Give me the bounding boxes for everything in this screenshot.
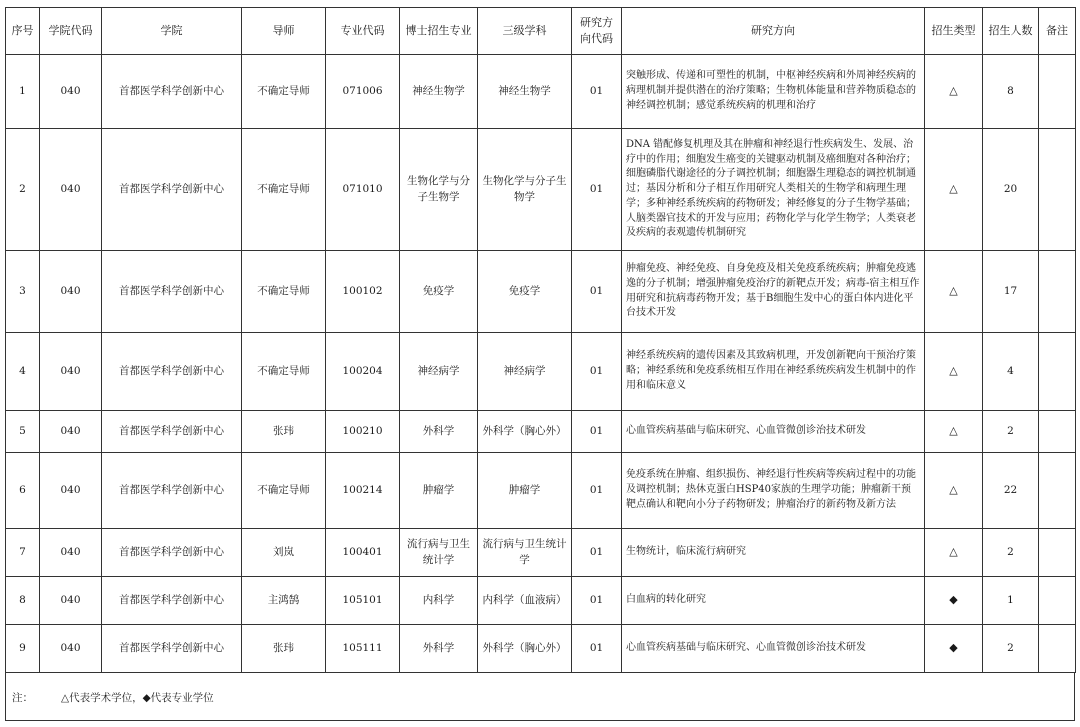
- cell-direction: 突触形成、传递和可塑性的机制，中枢神经疾病和外周神经疾病的病理机制并提供潜在的治疗策略；生物机体能量和营养物质稳态的神经调控机制；感觉系统疾病的机理和治疗: [622, 55, 925, 129]
- cell-college-code: 040: [40, 577, 102, 625]
- table-row: [6, 333, 1076, 411]
- cell-doctoral-major: 生物化学与分子生物学: [400, 129, 478, 251]
- header-direction: 研究方向: [622, 8, 925, 55]
- cell-college: 首都医学科学创新中心: [102, 453, 242, 529]
- header-direction-code: 研究方向代码: [572, 8, 622, 55]
- cell-subdiscipline: 免疫学: [478, 251, 572, 333]
- footnote-text: △代表学术学位，◆代表专业学位: [61, 692, 214, 704]
- table-row: [6, 529, 1076, 577]
- cell-doctoral-major: 肿瘤学: [400, 453, 478, 529]
- cell-advisor: 不确定导师: [242, 129, 326, 251]
- cell-seq: 7: [6, 529, 40, 577]
- table-row: [6, 251, 1076, 333]
- cell-subdiscipline: 肿瘤学: [478, 453, 572, 529]
- cell-direction: DNA 错配修复机理及其在肿瘤和神经退行性疾病发生、发展、治疗中的作用；细胞发生癌变的关键驱动机制及癌细胞对各种治疗；细胞磷脂代谢途径的分子调控机制；细胞器生理稳态的调控机制通过；基因分析和分子相互作用研究人类相关的生物学和病理生理学；多种神经系统疾病的药物研发；神经修复的分子生物学基础；人脑类器官技术的开发与应用；药物化学与化学生物学；人类衰老及疾病的表观遗传机制研究: [622, 129, 925, 251]
- cell-doctoral-major: 外科学: [400, 411, 478, 453]
- cell-subdiscipline: 神经生物学: [478, 55, 572, 129]
- cell-quota: 20: [983, 129, 1039, 251]
- header-advisor: 导师: [242, 8, 326, 55]
- cell-admission-type: △: [925, 453, 983, 529]
- cell-college-code: 040: [40, 55, 102, 129]
- cell-direction-code: 01: [572, 333, 622, 411]
- cell-remarks: [1039, 333, 1076, 411]
- header-major-code: 专业代码: [326, 8, 400, 55]
- cell-advisor: 不确定导师: [242, 453, 326, 529]
- cell-remarks: [1039, 129, 1076, 251]
- cell-doctoral-major: 内科学: [400, 577, 478, 625]
- cell-major-code: 100210: [326, 411, 400, 453]
- table-row: [6, 577, 1076, 625]
- cell-college-code: 040: [40, 453, 102, 529]
- cell-major-code: 100214: [326, 453, 400, 529]
- cell-direction-code: 01: [572, 625, 622, 673]
- cell-advisor: 张玮: [242, 625, 326, 673]
- cell-remarks: [1039, 577, 1076, 625]
- table-row: [6, 129, 1076, 251]
- cell-admission-type: ◆: [925, 625, 983, 673]
- cell-admission-type: △: [925, 55, 983, 129]
- cell-seq: 1: [6, 55, 40, 129]
- footnote-label: 注：: [12, 692, 33, 704]
- cell-college-code: 040: [40, 411, 102, 453]
- cell-major-code: 071010: [326, 129, 400, 251]
- footnote: [5, 673, 1075, 721]
- cell-doctoral-major: 神经病学: [400, 333, 478, 411]
- cell-direction: 白血病的转化研究: [622, 577, 925, 625]
- cell-subdiscipline: 内科学（血液病）: [478, 577, 572, 625]
- cell-college: 首都医学科学创新中心: [102, 411, 242, 453]
- header-college-code: 学院代码: [40, 8, 102, 55]
- cell-college: 首都医学科学创新中心: [102, 529, 242, 577]
- cell-major-code: 105101: [326, 577, 400, 625]
- cell-doctoral-major: 神经生物学: [400, 55, 478, 129]
- cell-admission-type: △: [925, 529, 983, 577]
- cell-advisor: 不确定导师: [242, 333, 326, 411]
- cell-college: 首都医学科学创新中心: [102, 129, 242, 251]
- cell-remarks: [1039, 625, 1076, 673]
- cell-direction: 心血管疾病基础与临床研究、心血管微创诊治技术研发: [622, 625, 925, 673]
- table-row: [6, 625, 1076, 673]
- header-admission-type: 招生类型: [925, 8, 983, 55]
- cell-subdiscipline: 流行病与卫生统计学: [478, 529, 572, 577]
- cell-admission-type: △: [925, 129, 983, 251]
- cell-college-code: 040: [40, 129, 102, 251]
- cell-direction-code: 01: [572, 453, 622, 529]
- cell-direction-code: 01: [572, 577, 622, 625]
- cell-doctoral-major: 外科学: [400, 625, 478, 673]
- cell-college: 首都医学科学创新中心: [102, 251, 242, 333]
- cell-college-code: 040: [40, 333, 102, 411]
- cell-direction: 心血管疾病基础与临床研究、心血管微创诊治技术研发: [622, 411, 925, 453]
- header-doctoral-major: 博士招生专业: [400, 8, 478, 55]
- cell-college-code: 040: [40, 625, 102, 673]
- cell-admission-type: △: [925, 333, 983, 411]
- cell-college-code: 040: [40, 529, 102, 577]
- cell-doctoral-major: 免疫学: [400, 251, 478, 333]
- cell-doctoral-major: 流行病与卫生统计学: [400, 529, 478, 577]
- cell-quota: 2: [983, 529, 1039, 577]
- cell-seq: 3: [6, 251, 40, 333]
- header-subdiscipline: 三级学科: [478, 8, 572, 55]
- cell-quota: 22: [983, 453, 1039, 529]
- cell-direction-code: 01: [572, 411, 622, 453]
- cell-direction-code: 01: [572, 55, 622, 129]
- cell-seq: 8: [6, 577, 40, 625]
- cell-advisor: 主鸿鹄: [242, 577, 326, 625]
- cell-quota: 4: [983, 333, 1039, 411]
- cell-remarks: [1039, 251, 1076, 333]
- cell-major-code: 100401: [326, 529, 400, 577]
- cell-advisor: 刘岚: [242, 529, 326, 577]
- table-row: [6, 453, 1076, 529]
- table-row: [6, 411, 1076, 453]
- cell-direction-code: 01: [572, 129, 622, 251]
- cell-subdiscipline: 外科学（胸心外）: [478, 411, 572, 453]
- cell-college-code: 040: [40, 251, 102, 333]
- cell-remarks: [1039, 411, 1076, 453]
- cell-direction-code: 01: [572, 529, 622, 577]
- cell-major-code: 100204: [326, 333, 400, 411]
- cell-direction: 免疫系统在肿瘤、组织损伤、神经退行性疾病等疾病过程中的功能及调控机制；热休克蛋白HSP40家族的生理学功能；肿瘤新干预靶点确认和靶向小分子药物研发；肿瘤治疗的新药物及新方法: [622, 453, 925, 529]
- header-remarks: 备注: [1039, 8, 1076, 55]
- cell-advisor: 不确定导师: [242, 55, 326, 129]
- cell-subdiscipline: 外科学（胸心外）: [478, 625, 572, 673]
- cell-remarks: [1039, 55, 1076, 129]
- cell-direction-code: 01: [572, 251, 622, 333]
- cell-quota: 2: [983, 625, 1039, 673]
- cell-major-code: 105111: [326, 625, 400, 673]
- cell-quota: 17: [983, 251, 1039, 333]
- header-row: [6, 8, 1076, 55]
- cell-quota: 8: [983, 55, 1039, 129]
- cell-college: 首都医学科学创新中心: [102, 625, 242, 673]
- cell-direction: 生物统计，临床流行病研究: [622, 529, 925, 577]
- cell-seq: 9: [6, 625, 40, 673]
- cell-college: 首都医学科学创新中心: [102, 333, 242, 411]
- cell-admission-type: △: [925, 251, 983, 333]
- cell-seq: 2: [6, 129, 40, 251]
- cell-remarks: [1039, 453, 1076, 529]
- cell-college: 首都医学科学创新中心: [102, 55, 242, 129]
- admissions-table: [5, 7, 1076, 673]
- cell-direction: 神经系统疾病的遗传因素及其致病机理，开发创新靶向干预治疗策略；神经系统和免疫系统相互作用在神经系统疾病发生机制中的作用和临床意义: [622, 333, 925, 411]
- cell-major-code: 100102: [326, 251, 400, 333]
- cell-direction: 肿瘤免疫、神经免疫、自身免疫及相关免疫系统疾病；肿瘤免疫逃逸的分子机制；增强肿瘤免疫治疗的新靶点开发；病毒-宿主相互作用研究和抗病毒药物开发；基于B细胞生发中心的蛋白体内进化平台技术开发: [622, 251, 925, 333]
- header-college: 学院: [102, 8, 242, 55]
- table-row: [6, 55, 1076, 129]
- cell-subdiscipline: 神经病学: [478, 333, 572, 411]
- header-seq: 序号: [6, 8, 40, 55]
- cell-subdiscipline: 生物化学与分子生物学: [478, 129, 572, 251]
- cell-seq: 4: [6, 333, 40, 411]
- cell-remarks: [1039, 529, 1076, 577]
- cell-seq: 6: [6, 453, 40, 529]
- cell-college: 首都医学科学创新中心: [102, 577, 242, 625]
- admissions-table-sheet: [5, 7, 1075, 722]
- cell-seq: 5: [6, 411, 40, 453]
- cell-advisor: 不确定导师: [242, 251, 326, 333]
- cell-major-code: 071006: [326, 55, 400, 129]
- cell-admission-type: △: [925, 411, 983, 453]
- cell-advisor: 张玮: [242, 411, 326, 453]
- cell-quota: 1: [983, 577, 1039, 625]
- cell-quota: 2: [983, 411, 1039, 453]
- cell-admission-type: ◆: [925, 577, 983, 625]
- header-quota: 招生人数: [983, 8, 1039, 55]
